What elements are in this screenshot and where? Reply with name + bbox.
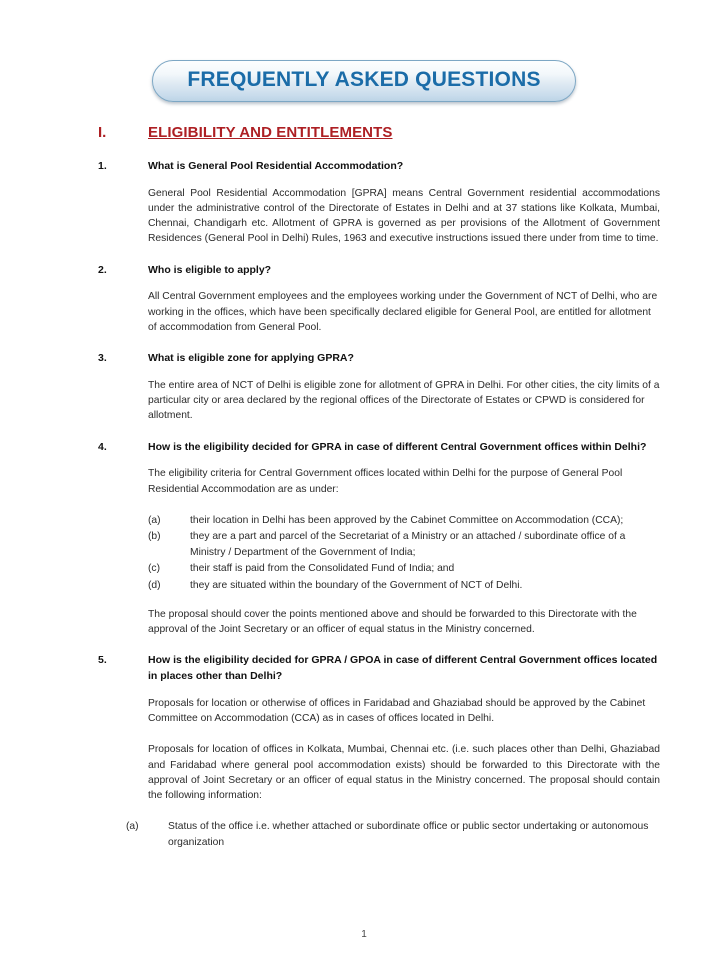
question-number: 5. xyxy=(98,654,107,667)
list-item-marker: (a) xyxy=(148,514,161,526)
list-item-marker: (b) xyxy=(148,531,161,543)
list-item-marker: (c) xyxy=(148,563,161,575)
answer-sublist xyxy=(126,819,660,850)
list-item-text: they are a part and parcel of the Secretariat of a Ministry or an attached / subordinate office of a Ministry / Department of the Government of India; xyxy=(190,531,626,558)
answer-text: General Pool Residential Accommodation [GPRA] means Central Government residential accommodations under the administrative control of the Directorate of Estates in Delhi and at 37 stations like Kolkata, Mumbai, Chennai, Chandigarh etc. Allotment of GPRA is governed as per provisions of the Allotment of Government Residences (General Pool in Delhi) Rules, 1963 and executive instructions issued there under from time to time. xyxy=(148,187,660,245)
list-item-marker: (d) xyxy=(148,579,161,591)
question-text: What is General Pool Residential Accommodation? xyxy=(148,160,404,172)
faq-item-1 xyxy=(98,159,660,247)
question-row xyxy=(98,440,660,456)
question-text: Who is eligible to apply? xyxy=(148,263,272,276)
document-content xyxy=(0,124,728,850)
question-text: What is eligible zone for applying GPRA? xyxy=(148,352,354,365)
question-text: How is the eligibility decided for GPRA in case of different Central Government offices within Delhi? xyxy=(148,440,647,453)
question-number: 3. xyxy=(98,352,107,365)
list-item-marker: (a) xyxy=(126,821,139,833)
question-text: How is the eligibility decided for GPRA / GPOA in case of different Central Government offices located in places other than Delhi? xyxy=(148,654,658,683)
list-item-text: they are situated within the boundary of the Government of NCT of Delhi. xyxy=(190,579,523,591)
list-item xyxy=(126,819,660,850)
section-number: I. xyxy=(98,124,107,141)
question-row xyxy=(98,653,660,685)
answer-text: All Central Government employees and the employees working under the Government of NCT of Delhi, who are working in the offices, which have been specifically declared eligible for General Pool, are entitled for allotment of accommodation from General Pool. xyxy=(148,291,658,333)
title-banner xyxy=(152,60,575,102)
section-heading xyxy=(98,124,660,141)
list-item-text: Status of the office i.e. whether attached or subordinate office or public sector undertaking or autonomous organization xyxy=(168,821,649,848)
answer-text: Proposals for location or otherwise of offices in Faridabad and Ghaziabad should be approved by the Cabinet Committee on Accommodation (CCA) as in cases of offices located in Delhi. xyxy=(148,697,646,725)
answer-text-secondary: Proposals for location of offices in Kolkata, Mumbai, Chennai etc. (i.e. such places other than Delhi, Ghaziabad and Faridabad where general pool accommodation exists) should be forwarded to this Directorate with the approval of Joint Secretary or an officer of equal status in the Ministry concerned. The proposal should contain the following information: xyxy=(148,744,660,802)
faq-item-3 xyxy=(98,351,660,423)
question-row xyxy=(98,263,660,279)
answer-sublist xyxy=(148,513,660,593)
section-title: ELIGIBILITY AND ENTITLEMENTS xyxy=(148,124,393,141)
answer-text: The entire area of NCT of Delhi is eligible zone for allotment of GPRA in Delhi. For other cities, the city limits of a particular city or area declared by the regional offices of the Directorate of Estates or CPWD is considered for allotment. xyxy=(148,379,660,422)
faq-item-2 xyxy=(98,263,660,335)
question-row xyxy=(98,159,660,175)
list-item xyxy=(148,561,660,576)
list-item-text: their location in Delhi has been approved by the Cabinet Committee on Accommodation (CCA); xyxy=(190,514,624,526)
list-item xyxy=(148,529,660,560)
question-row xyxy=(98,351,660,367)
answer-text-secondary: The proposal should cover the points mentioned above and should be forwarded to this Directorate with the approval of the Joint Secretary or an officer of equal status in the Ministry concerned. xyxy=(148,609,637,636)
answer-text: The eligibility criteria for Central Government offices located within Delhi for the purpose of General Pool Residential Accommodation are as under: xyxy=(148,468,623,495)
list-item xyxy=(148,513,660,528)
document-title: FREQUENTLY ASKED QUESTIONS xyxy=(187,68,541,91)
question-number: 1. xyxy=(98,160,107,172)
page-number: 1 xyxy=(361,929,367,940)
title-banner-container xyxy=(0,0,728,102)
faq-item-4 xyxy=(98,440,660,638)
list-item-text: their staff is paid from the Consolidated Fund of India; and xyxy=(190,563,455,575)
list-item xyxy=(148,578,660,593)
question-number: 4. xyxy=(98,440,107,453)
question-number: 2. xyxy=(98,263,107,276)
faq-item-5 xyxy=(98,653,660,850)
